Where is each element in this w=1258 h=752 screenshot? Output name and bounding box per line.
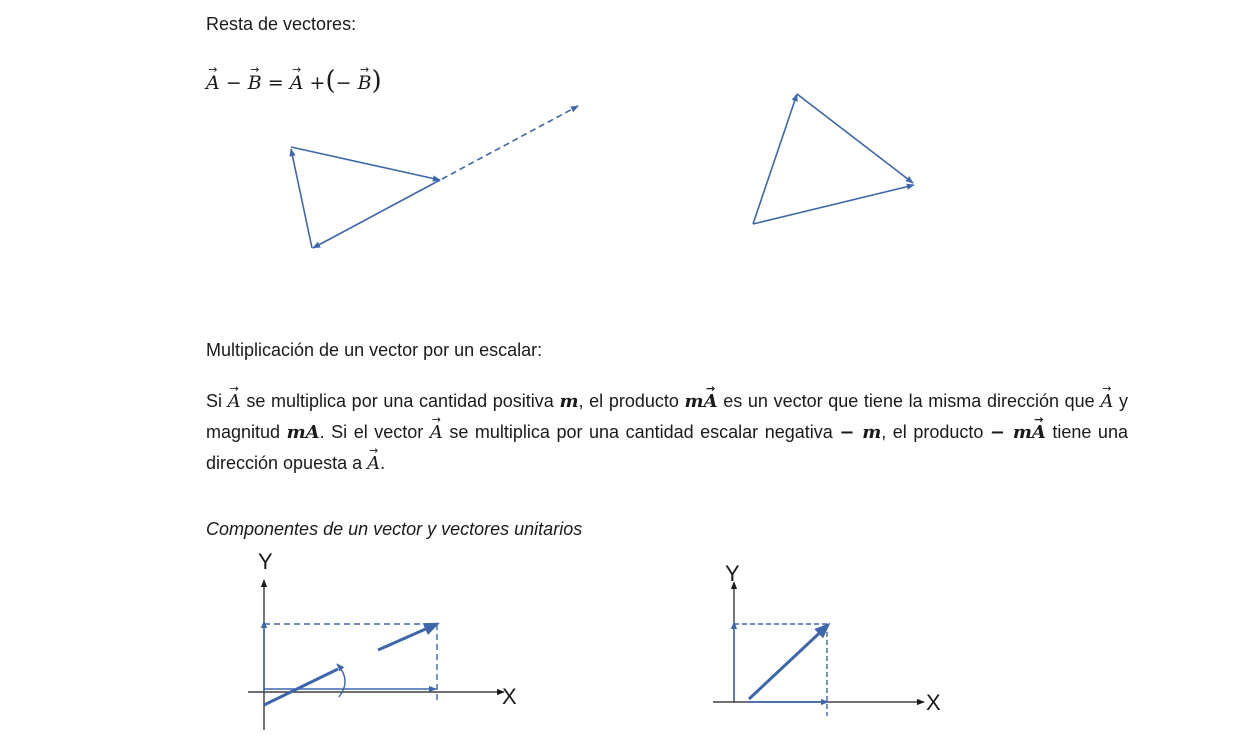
product-ma-vector: m→ A [685,391,718,412]
text-run: Si [206,391,228,411]
vector-a: → A [430,417,443,448]
fig2-x-axis-label: X [926,690,941,715]
fig2-y-axis-label: Y [725,561,740,586]
main-vector-arrow [749,625,828,699]
text-run: es un vector que tiene la misma dirección que [717,391,1101,411]
vector-a: → A [290,72,304,94]
product-negative-ma-vector: − m→ A [990,422,1046,443]
section-title-componentes: Componentes de un vector y vectores unitarios [206,519,583,539]
vector-a: → A [206,72,220,94]
equals-sign: = [267,72,284,94]
minus-sign: − [335,72,352,94]
vector-a: → A [1100,386,1113,417]
vector-b: → B [248,72,262,94]
text-run: se multiplica por una cantidad escalar negativa [442,422,840,442]
text-run: . Si el vector [319,422,430,442]
section-title-resta: Resta de vectores: [206,14,357,34]
text-run: , el producto [881,422,990,442]
text-run: . [380,453,386,473]
fig1-y-axis-label: Y [258,549,273,574]
right-paren: ) [371,66,382,96]
text-run: y magnitud [206,391,1129,442]
magnitude-ma: mA [286,422,320,443]
vector-a: → A [228,386,241,417]
text-run: tiene una dirección opuesta a [206,422,1128,473]
scalar-negative-m: − m [839,422,882,443]
left-paren: ( [325,66,336,96]
fig1-x-axis-label: X [502,684,517,709]
scalar-m: m [559,391,579,412]
section-title-multiplicacion: Multiplicación de un vector por un escalar: [206,340,543,360]
plus-sign: + [309,72,326,94]
vector-b: → B [358,72,372,94]
minus-sign: − [225,72,242,94]
text-run: se multiplica por una cantidad positiva [240,391,560,411]
vector-a: → A [367,448,380,479]
text-run: , el producto [578,391,685,411]
